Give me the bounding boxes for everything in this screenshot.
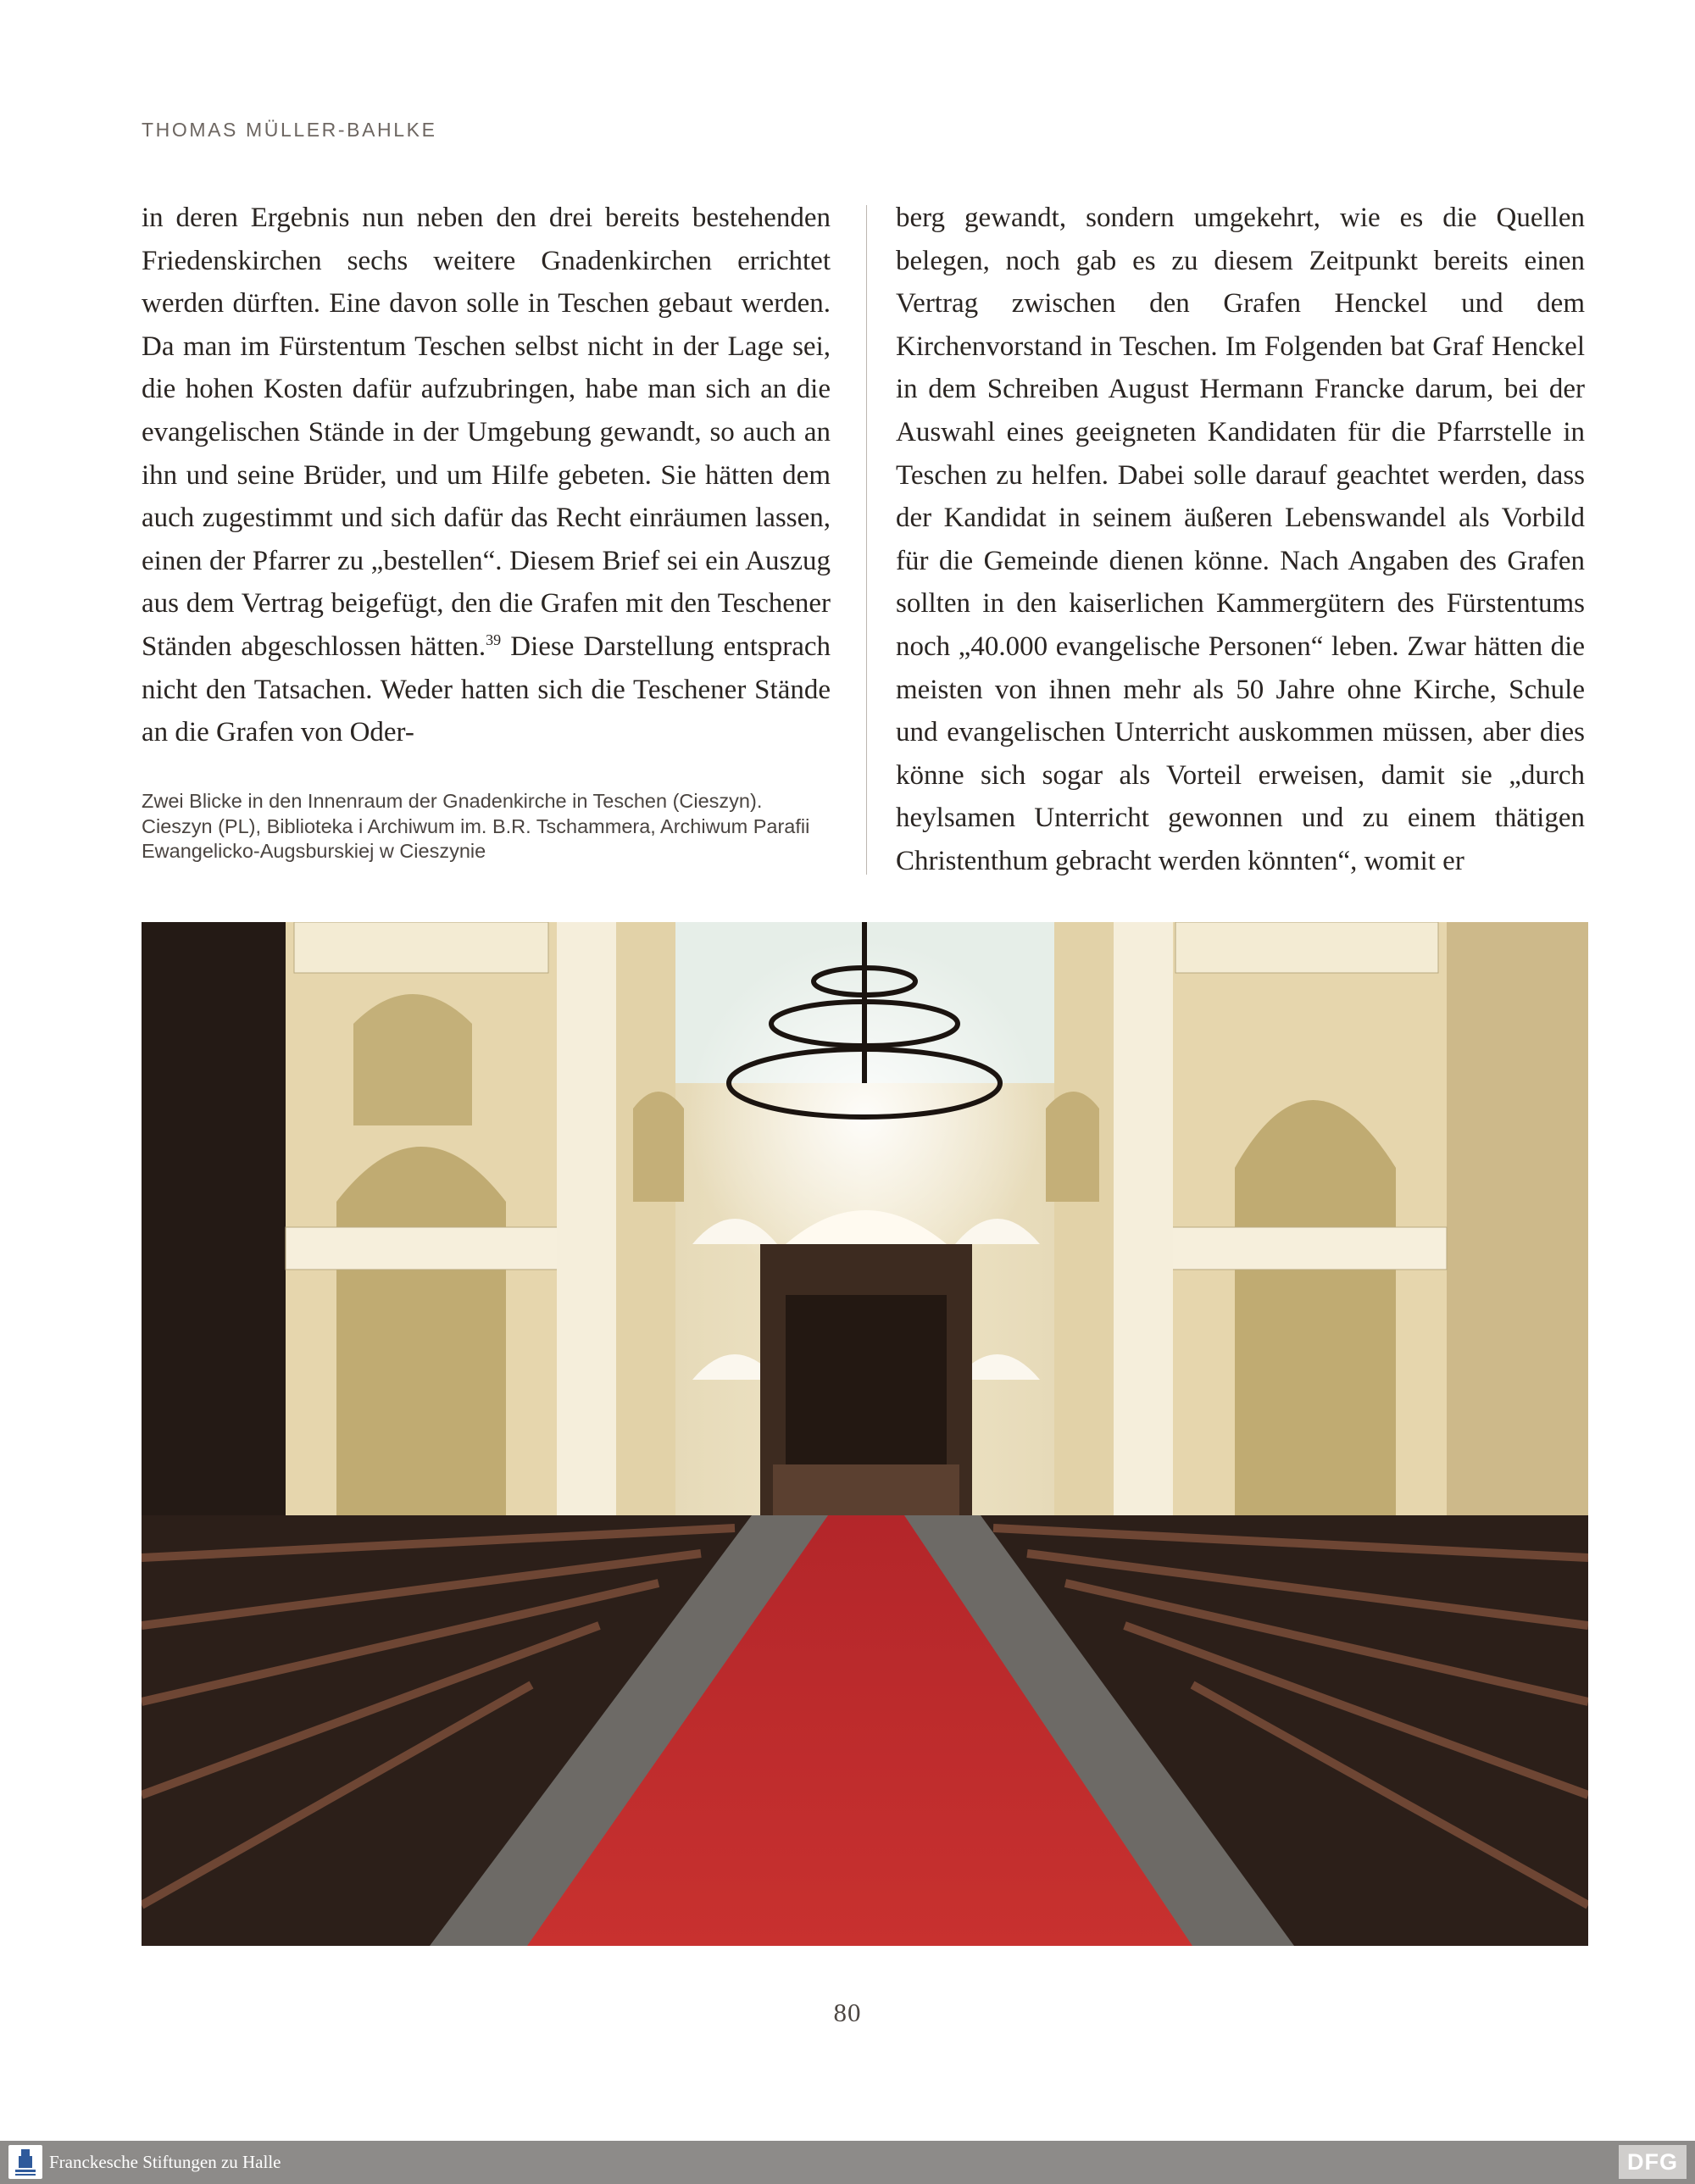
- church-interior-photo: [142, 922, 1588, 1946]
- franckesche-stiftungen-logo-icon: [8, 2145, 42, 2179]
- page-number: 80: [833, 1998, 862, 2027]
- footer-bar: [0, 2141, 1695, 2184]
- dfg-logo: DFG: [1619, 2145, 1687, 2179]
- paragraph-left: [142, 197, 831, 754]
- text-column-left: [142, 197, 831, 754]
- figure-caption: Zwei Blicke in den Innenraum der Gnadenkirche in Teschen (Cieszyn). Cieszyn (PL), Biblioteka i Archiwum im. B.R. Tschammera, Archiwum Parafii Ewangelicko-Augsburskiej w Cieszynie: [142, 790, 810, 862]
- footnote-reference[interactable]: 39: [486, 631, 502, 648]
- paragraph-right: berg gewandt, sondern umgekehrt, wie es die Quellen belegen, noch gab es zu diesem Zeitpunkt bereits einen Vertrag zwischen den Grafen Henckel und dem Kirchenvorstand in Teschen. Im Folgenden bat Graf Henckel in dem Schreiben August Hermann Francke darum, bei der Auswahl eines geeigneten Kandidaten für die Pfarrstelle in Teschen zu helfen. Dabei solle darauf geachtet werden, dass der Kandidat in seinem äußeren Lebenswandel als Vorbild für die Gemeinde dienen könne. Nach Angaben des Grafen sollten in den kaiserlichen Kammergütern des Fürstentums noch „40.000 evangelische Personen“ leben. Zwar hätten die meisten von ihnen mehr als 50 Jahre ohne Kirche, Schule und evangelischen Unterricht auskommen müssen, aber dies könne sich sogar als Vorteil erweisen, damit sie „durch heylsamen Unterricht gewonnen und zu einem thätigen Christenthum gebracht werden könnten“, womit er: [896, 203, 1585, 876]
- column-divider: [866, 205, 867, 875]
- running-head-author: THOMAS MÜLLER-BAHLKE: [142, 119, 437, 141]
- text-column-right: [896, 197, 1585, 883]
- paragraph-left-continued: Diese Darstellung entsprach nicht den Tatsachen. Weder hatten sich die Teschener Stände an die Grafen von Oder-: [142, 631, 831, 748]
- paragraph-left-text: in deren Ergebnis nun neben den drei bereits bestehenden Friedenskirchen sechs weitere Gnadenkirchen errichtet werden dürften. Eine davon solle in Teschen gebaut werden. Da man im Fürstentum Teschen selbst nicht in der Lage sei, die hohen Kosten dafür aufzubringen, habe man sich an die evangelischen Stände in der Umgebung gewandt, so auch an ihn und seine Brüder, und um Hilfe gebeten. Sie hätten dem auch zugestimmt und sich dafür das Recht einräumen lassen, einen der Pfarrer zu „bestellen“. Diesem Brief sei ein Auszug aus dem Vertrag beigefügt, den die Grafen mit den Teschener Ständen abgeschlossen hätten.: [142, 203, 831, 662]
- footer-archive-label[interactable]: Franckesche Stiftungen zu Halle: [49, 2152, 281, 2172]
